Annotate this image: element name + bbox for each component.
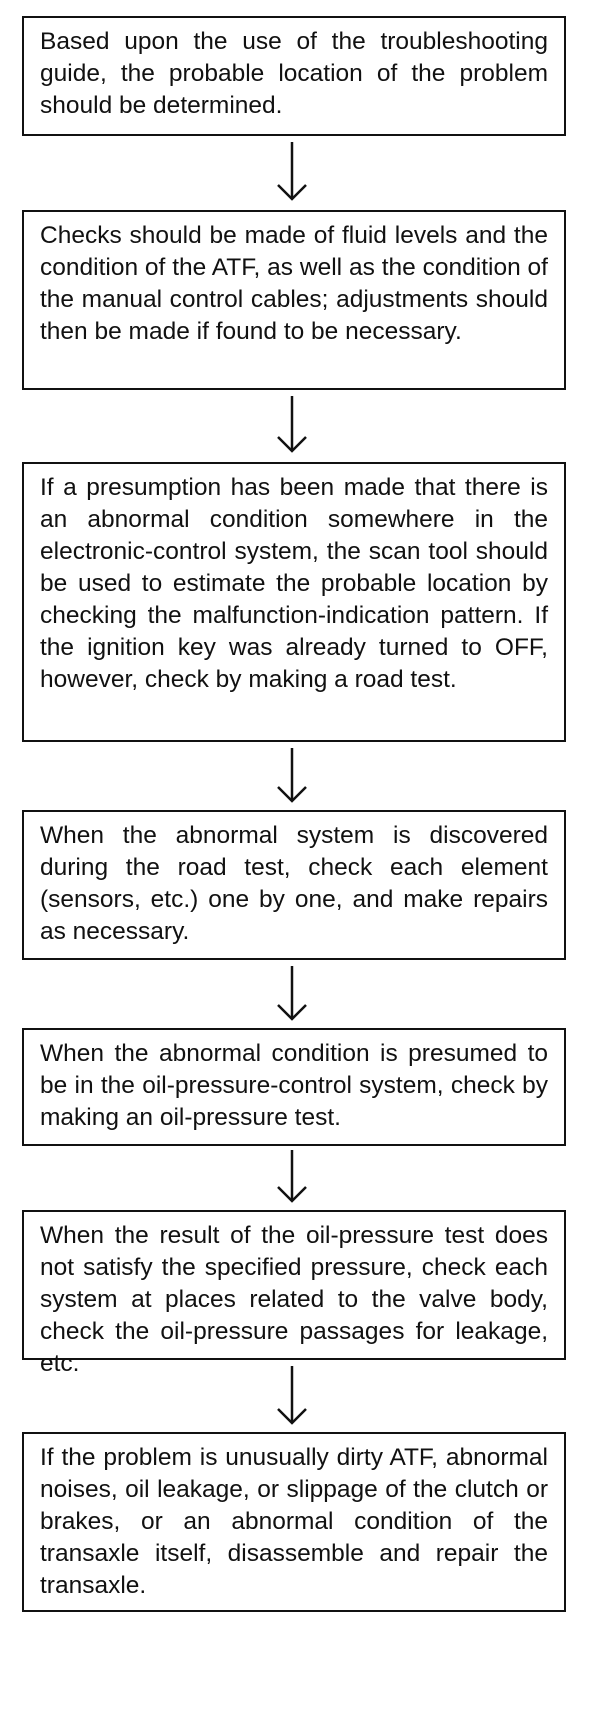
step-5-text: When the abnormal condition is presumed to be in the oil-pressure-control system, check by making an oil-pressure test. — [40, 1040, 548, 1131]
step-3-box — [22, 462, 566, 742]
step-7-text: If the problem is unusually dirty ATF, abnormal noises, oil leakage, or slippage of the clutch or brakes, or an abnormal condition of the transaxle itself, disassemble and repair the transaxle. — [40, 1444, 548, 1599]
down-arrow-icon — [276, 396, 308, 454]
step-1-box — [22, 16, 566, 136]
step-7-box — [22, 1432, 566, 1612]
down-arrow-icon — [276, 1366, 308, 1426]
step-1-text: Based upon the use of the troubleshooting guide, the probable location of the problem should be determined. — [40, 28, 548, 119]
step-2-box — [22, 210, 566, 390]
step-6-box — [22, 1210, 566, 1377]
step-2-text: Checks should be made of fluid levels and the condition of the ATF, as well as the condition of the manual control cables; adjustments should then be made if found to be necessary. — [40, 222, 548, 345]
down-arrow-icon — [276, 748, 308, 804]
down-arrow-icon — [276, 966, 308, 1022]
step-4-box — [22, 810, 566, 960]
step-5-box — [22, 1028, 566, 1146]
step-4-text: When the abnormal system is discovered during the road test, check each element (sensors, etc.) one by one, and make repairs as necessary. — [40, 822, 548, 945]
down-arrow-icon — [276, 142, 308, 202]
step-3-text: If a presumption has been made that there is an abnormal condition somewhere in the electronic-control system, the scan tool should be used to estimate the probable location by checking the malfunction-indication pattern. If the ignition key was already turned to OFF, however, check by making a road test. — [40, 474, 548, 693]
step-6-text: When the result of the oil-pressure test does not satisfy the specified pressure, check each system at places related to the valve body, check the oil-pressure passages for leakage, etc. — [40, 1222, 548, 1377]
down-arrow-icon — [276, 1150, 308, 1204]
